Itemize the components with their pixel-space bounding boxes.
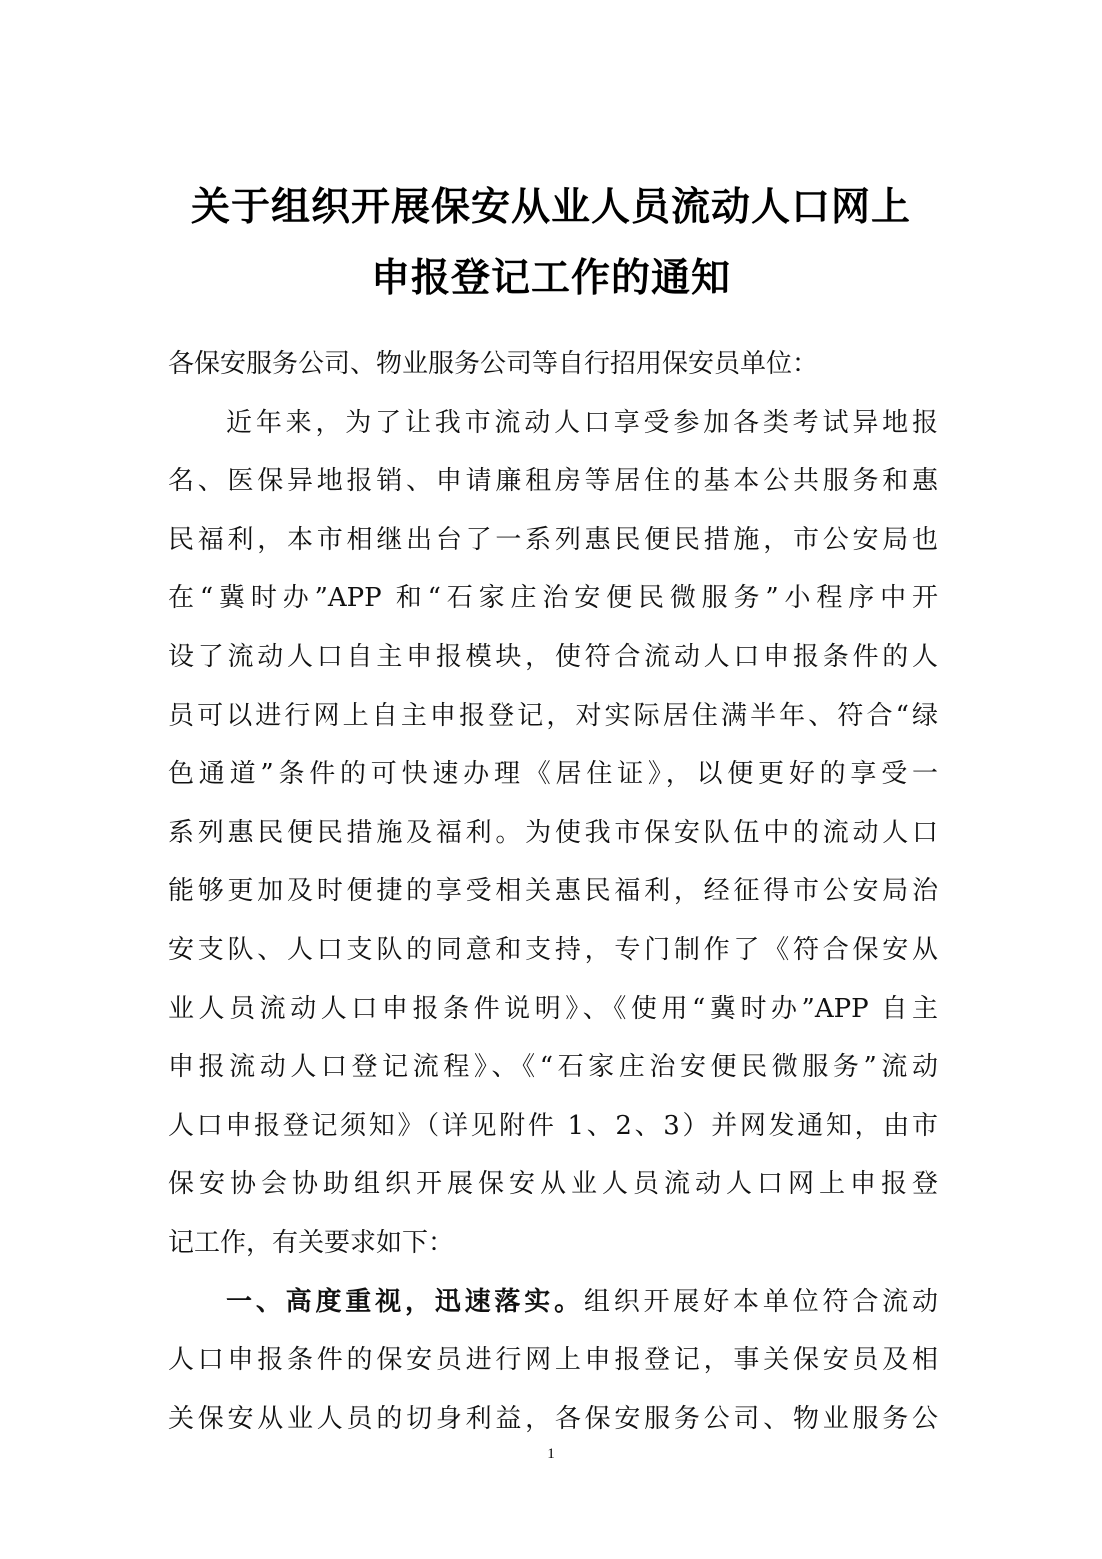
paragraph-line: 近年来，为了让我市流动人口享受参加各类考试异地报 bbox=[226, 407, 938, 438]
paragraph-line: 关保安从业人员的切身利益，各保安服务公司、物业服务公 bbox=[168, 1403, 938, 1434]
document-title-line-2: 申报登记工作的通知 bbox=[370, 255, 731, 301]
section-1-first-line bbox=[168, 1273, 938, 1332]
paragraph-line: 名、医保异地报销、申请廉租房等居住的基本公共服务和惠 bbox=[168, 466, 938, 497]
salutation: 各保安服务公司、物业服务公司等自行招用保安员单位： bbox=[168, 349, 819, 379]
paragraph-line: 业人员流动人口申报条件说明》、《使用“冀时办”APP 自主 bbox=[168, 993, 938, 1024]
section-1-first-line-text: 组织开展好本单位符合流动 bbox=[583, 1286, 938, 1317]
paragraph-line: 民福利，本市相继出台了一系列惠民便民措施，市公安局也 bbox=[168, 524, 938, 555]
paragraph-line: 色通道”条件的可快速办理《居住证》，以便更好的享受一 bbox=[168, 759, 938, 790]
paragraph-line: 设了流动人口自主申报模块，使符合流动人口申报条件的人 bbox=[168, 641, 938, 672]
paragraph-line: 申报流动人口登记流程》、《“石家庄治安便民微服务”流动 bbox=[168, 1052, 938, 1083]
document-title-line-1: 关于组织开展保安从业人员流动人口网上 bbox=[190, 184, 911, 230]
paragraph-line: 人口申报登记须知》（详见附件 1、2、3）并网发通知，由市 bbox=[168, 1110, 938, 1141]
document-body bbox=[168, 335, 938, 1448]
section-1-heading: 一、高度重视，迅速落实。 bbox=[226, 1286, 584, 1317]
paragraph-line: 员可以进行网上自主申报登记，对实际居住满半年、符合“绿 bbox=[168, 700, 938, 731]
paragraph-line: 记工作，有关要求如下： bbox=[168, 1227, 455, 1258]
paragraph-line: 在“冀时办”APP 和“石家庄治安便民微服务”小程序中开 bbox=[168, 583, 938, 614]
paragraph-line: 安支队、人口支队的同意和支持，专门制作了《符合保安从 bbox=[168, 934, 938, 965]
page-number: 1 bbox=[547, 1446, 555, 1462]
paragraph-line: 人口申报条件的保安员进行网上申报登记，事关保安员及相 bbox=[168, 1345, 938, 1376]
paragraph-line: 能够更加及时便捷的享受相关惠民福利，经征得市公安局治 bbox=[168, 876, 938, 907]
paragraph-line: 系列惠民便民措施及福利。为使我市保安队伍中的流动人口 bbox=[168, 817, 938, 848]
paragraph-line: 保安协会协助组织开展保安从业人员流动人口网上申报登 bbox=[168, 1169, 938, 1200]
